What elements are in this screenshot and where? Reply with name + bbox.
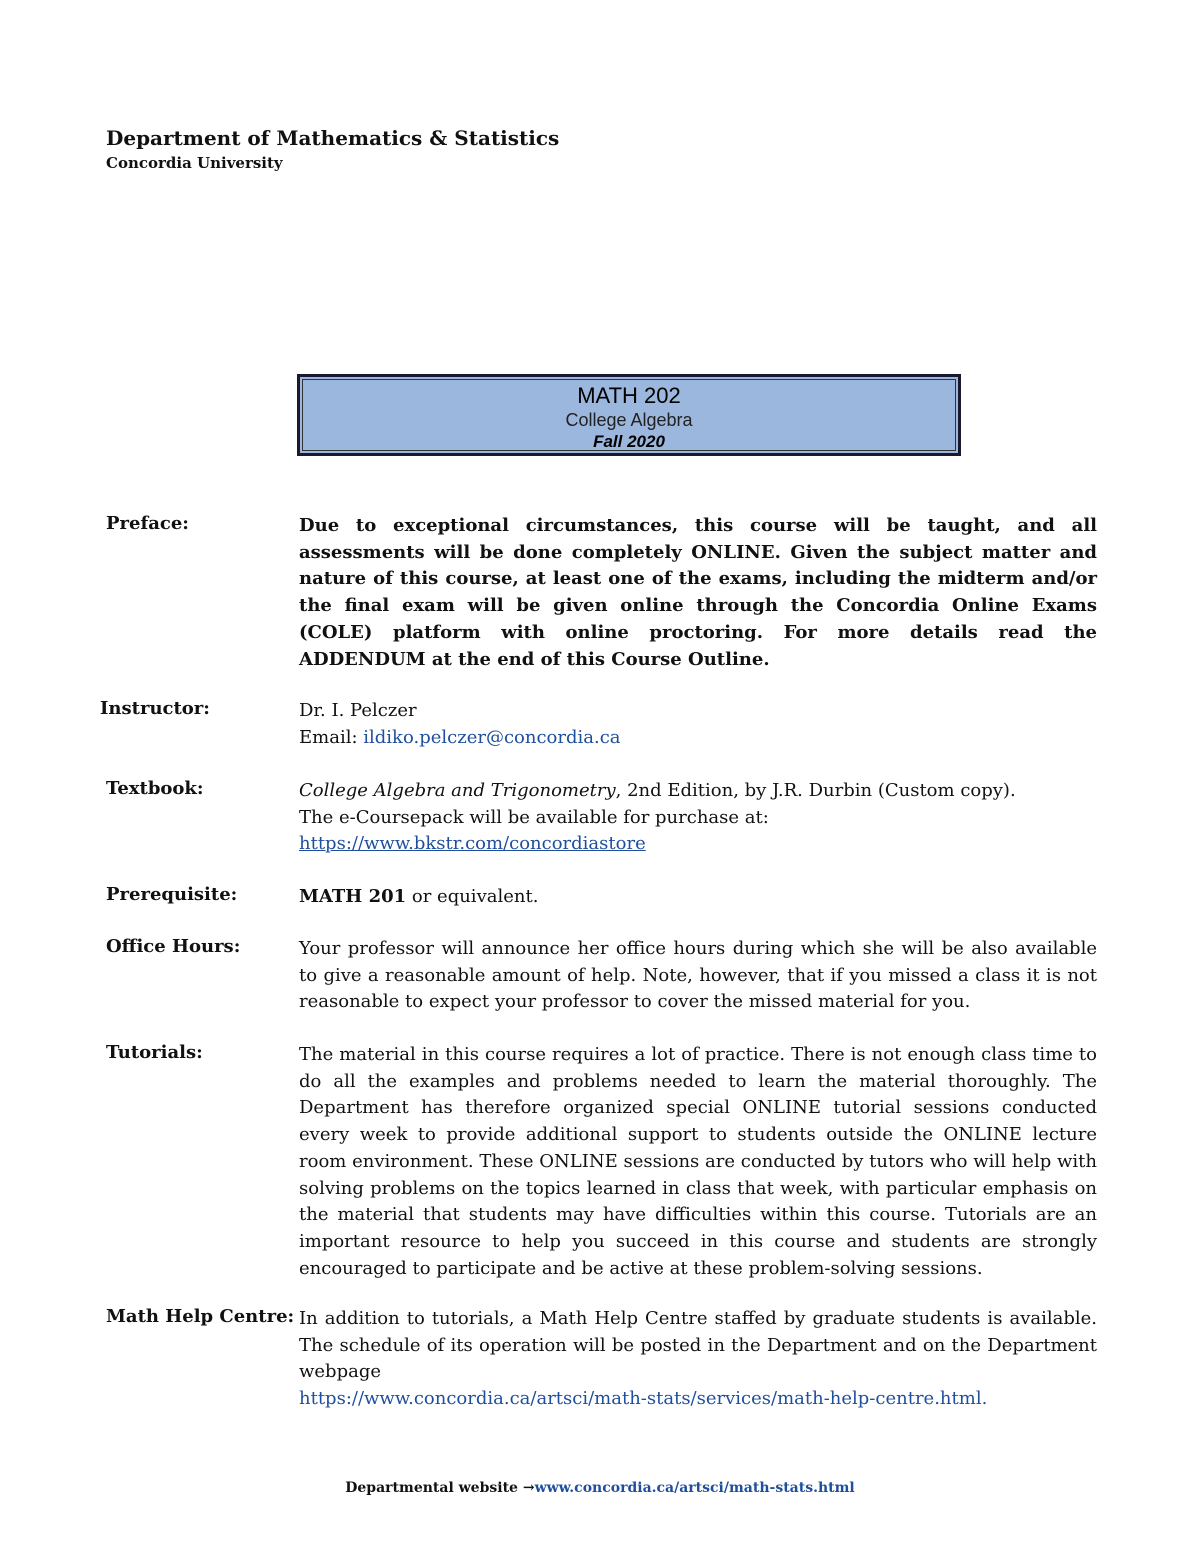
textbook-line-2: The e-Coursepack will be available for purchase at: — [299, 806, 769, 828]
course-name: College Algebra — [565, 410, 693, 430]
instructor-info — [299, 698, 1097, 751]
textbook-title: College Algebra and Trigonometry — [299, 780, 616, 801]
course-title-box — [297, 374, 961, 456]
department-website-link[interactable]: www.concordia.ca/artsci/math-stats.html — [534, 1480, 855, 1496]
preface-label: Preface: — [106, 513, 189, 534]
office-hours-text: Your professor will announce her office hours during which she will be also available to give a reasonable amount of help. Note, however, that if you missed a class it is not reasonable to expect your professor to cover the missed material for you. — [299, 938, 1097, 1013]
arrow-icon: → — [522, 1480, 535, 1496]
textbook-info — [299, 778, 1097, 858]
footer — [0, 1480, 1200, 1496]
preface-text — [299, 513, 1097, 673]
instructor-email-line — [299, 725, 1097, 752]
email-label: Email: — [299, 726, 364, 748]
math-help-url-line — [299, 1386, 1097, 1413]
preface-paragraph: Due to exceptional circumstances, this course will be taught, and all assessments will be done completely ONLINE. Given the subject matter and nature of this course, at least one of the exams, including the midterm and/or the final exam will be given online through the Concordia Online Exams (COLE) platform with online proctoring. For more details read the ADDENDUM at the end of this Course Outline. — [299, 515, 1097, 670]
course-term: Fall 2020 — [593, 432, 665, 451]
department-title: Department of Mathematics & Statistics — [106, 126, 560, 150]
textbook-url-line — [299, 831, 1097, 858]
instructor-name: Dr. I. Pelczer — [299, 700, 417, 721]
prerequisite-course: MATH 201 — [299, 886, 407, 907]
instructor-email-link[interactable]: ildiko.pelczer@concordia.ca — [363, 726, 621, 748]
math-help-info — [299, 1306, 1097, 1413]
office-hours-info — [299, 936, 1097, 1016]
office-hours-label: Office Hours: — [106, 936, 241, 957]
bookstore-link[interactable]: https://www.bkstr.com/concordiastore — [299, 833, 646, 855]
textbook-line-1 — [299, 778, 1097, 805]
textbook-label: Textbook: — [106, 778, 204, 799]
prerequisite-rest: or equivalent. — [406, 886, 539, 907]
prerequisite-info — [299, 884, 1097, 911]
tutorials-text: The material in this course requires a lot of practice. There is not enough class time to do all the examples and problems needed to learn the material thoroughly. The Department has therefore organized special ONLINE tutorial sessions conducted every week to provide additional support to students outside the ONLINE lecture room environment. These ONLINE sessions are conducted by tutors who will help with solving problems on the topics learned in class that week, with particular emphasis on the material that students may have difficulties within this course. Tutorials are an important resource to help you succeed in this course and students are strongly encouraged to participate and be active at these problem-solving sessions. — [299, 1044, 1097, 1279]
footer-label: Departmental website — [345, 1480, 523, 1496]
prerequisite-line — [299, 884, 1097, 911]
instructor-label: Instructor: — [100, 698, 210, 719]
tutorials-label: Tutorials: — [106, 1042, 203, 1063]
course-code: MATH 202 — [577, 383, 681, 408]
prerequisite-label: Prerequisite: — [106, 884, 238, 905]
tutorials-info — [299, 1042, 1097, 1282]
university-name: Concordia University — [106, 154, 283, 172]
math-help-text: In addition to tutorials, a Math Help Centre staffed by graduate students is available. The schedule of its operation will be posted in the Department and on the Department webpage — [299, 1308, 1097, 1383]
math-help-link[interactable]: https://www.concordia.ca/artsci/math-stats/services/math-help-centre.html. — [299, 1388, 988, 1410]
math-help-label: Math Help Centre: — [106, 1306, 295, 1327]
textbook-details: , 2nd Edition, by J.R. Durbin (Custom copy). — [615, 780, 1016, 801]
